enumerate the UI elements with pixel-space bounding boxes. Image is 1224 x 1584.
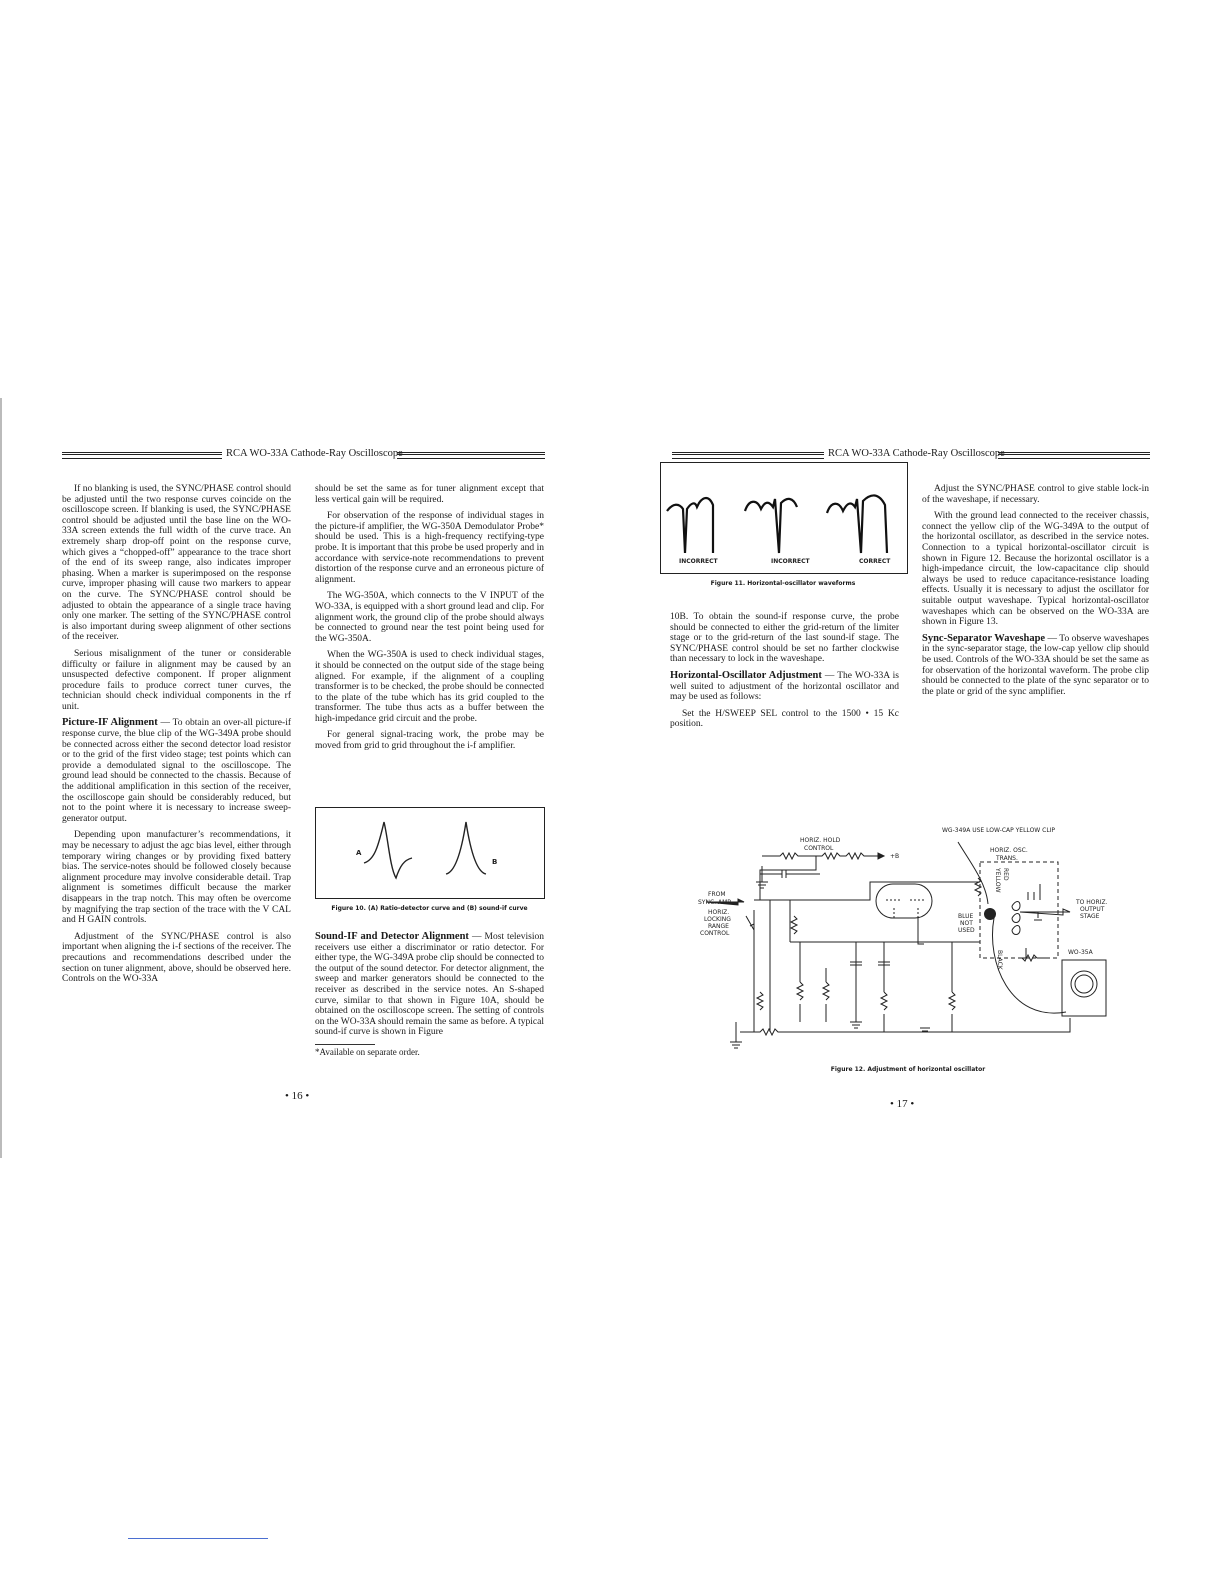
page-16-column-2	[315, 484, 544, 758]
resistor	[823, 982, 829, 1000]
header-rule-left	[672, 452, 824, 459]
page-16-header: RCA WO-33A Cathode-Ray Oscilloscope	[226, 448, 403, 459]
waveform-correct	[827, 495, 887, 553]
page-17-header: RCA WO-33A Cathode-Ray Oscilloscope	[828, 448, 1005, 459]
fig12-hold-label-1: HORIZ. HOLD	[800, 837, 841, 844]
wire	[918, 918, 930, 1031]
fig12-scope-label: WO-35A	[1068, 949, 1093, 956]
wire	[754, 882, 940, 900]
fig12-blue-3: USED	[958, 927, 975, 934]
fig12-from-1: FROM	[708, 891, 726, 898]
paragraph: — To obtain an over-all picture-if response curve, the blue clip of the WG-349A probe should be connected across either the second detector load resistor or to the grid of the first video stage; test points which can provide a demodulated signal to the oscilloscope. The ground lead should be connected to the chassis. Because of the additional amplification in this section of the receiver, the oscilloscope gain should be considerably reduced, but not to the point where it is necessary to increase sweep-generator output.	[62, 718, 291, 824]
output-arrow	[1020, 909, 1070, 920]
label-incorrect-2: INCORRECT	[771, 558, 810, 565]
page-16-column-2-lower	[315, 926, 544, 1058]
section-heading: Picture-IF Alignment	[62, 717, 158, 729]
wo-33a-scope-body	[1062, 960, 1106, 1016]
label-correct: CORRECT	[859, 558, 891, 565]
page-number-16: • 16 •	[285, 1090, 310, 1102]
footnote: *Available on separate order.	[315, 1046, 420, 1057]
page-edge-shadow	[0, 398, 2, 1158]
fig12-b-plus: +B	[890, 853, 900, 860]
figure-10-caption: Figure 10. (A) Ratio-detector curve and (B) sound-if curve	[331, 905, 528, 912]
resistor	[797, 982, 803, 1000]
paragraph: With the ground lead connected to the receiver chassis, connect the yellow clip of the WG-349A to the output of the horizontal oscillator, as described in the service notes. Connection to a typical horizontal-oscillator circuit is shown in Figure 12. Because the horizontal oscillator is a high-impedance circuit, the low-capacitance clip should always be used to reduce capacitance-resistance loading effects. Usually it is necessary to adjust the oscillator for suitable output waveshape. Typical horizontal-oscillator waveshapes which can be observed on the WO-33A are shown in Figure 13.	[922, 511, 1149, 628]
ground-symbol	[730, 1022, 742, 1048]
figure-11-caption: Figure 11. Horizontal-oscillator waveforms	[710, 580, 856, 587]
fig12-osc-trans-1: HORIZ. OSC.	[990, 847, 1028, 854]
paragraph: If no blanking is used, the SYNC/PHASE control should be adjusted until the two response curves coincide on the oscilloscope screen. If blanking is used, the SYNC/PHASE control should be adjusted until the base line on the WO-33A screen extends the full width of the curve trace. An extremely sharp drop-off point on the response curve, which gives a “chopped-off” appearance to the trace short of the end of its sweep range, also indicates improper phasing. When a marker is superimposed on the response curve, improper phasing will cause two markers to appear on the curve. The SYNC/PHASE control should be adjusted to obtain the appearance of a single trace having only one marker. The setting of the SYNC/PHASE control is also important during sweep alignment of other sections of the receiver.	[62, 484, 291, 643]
probe-lead	[958, 842, 988, 904]
fig12-osc-trans-2: TRANS.	[996, 855, 1018, 862]
paragraph: — To observe waveshapes in the sync-separator stage, the low-cap yellow clip should be used. Controls of the WO-33A should be set the same as for observation of the horizontal waveform. The probe clip should be connected to the plate of the sync separator or to the plate or grid of the sync amplifier.	[922, 633, 1149, 697]
fig12-probe-label: WG-349A USE LOW-CAP YELLOW CLIP	[942, 827, 1056, 834]
label-incorrect-1: INCORRECT	[679, 558, 718, 565]
figure-10-waveforms	[316, 808, 544, 898]
figure-11-frame	[660, 462, 908, 574]
figure-12-caption: Figure 12. Adjustment of horizontal oscillator	[830, 1066, 986, 1073]
sound-if-curve	[446, 822, 486, 874]
wire	[754, 900, 790, 1032]
arrow-to-b-plus	[878, 853, 884, 859]
return-line	[740, 1018, 1070, 1035]
fig12-locking-1: HORIZ.	[708, 909, 730, 916]
variable-resistor-arrow	[746, 916, 754, 930]
wire	[800, 942, 884, 1032]
coil-tap	[1028, 884, 1040, 900]
fig12-out-3: STAGE	[1080, 913, 1100, 920]
page-17-column-2	[922, 484, 1149, 703]
fig12-locking-2: LOCKING	[704, 916, 731, 923]
paragraph: 10B. To obtain the sound-if response curve, the probe should be connected to either the grid-return of the limiter stage or to the grid-return of the last sound-if stage. The SYNC/PHASE control should be set no farther clockwise than necessary to lock in the waveshape.	[670, 612, 899, 665]
wire	[760, 856, 816, 882]
tube-elements	[886, 900, 926, 918]
fig12-yellow: YELLOW	[994, 868, 1001, 893]
footnote-rule	[315, 1044, 375, 1045]
ground-symbol	[850, 1022, 862, 1028]
paragraph: For observation of the response of individual stages in the picture-if amplifier, the WG-350A Demodulator Probe* should be used. This is a high-frequency rectifying-type probe. It is important that this probe be used properly and in accordance with service-note recommendations to prevent distortion of the response curve and an erroneous picture of alignment.	[315, 511, 544, 585]
fig12-out-1: TO HORIZ.	[1076, 899, 1108, 906]
scan-artifact-line	[128, 1538, 268, 1539]
resistor	[881, 992, 887, 1010]
paragraph: — Most television receivers use either a discriminator or ratio detector. For either type, the WG-349A probe clip should be connected to the output of the sound detector. For detector alignment, the sweep and marker generators should be connected to the receiver as described in the service notes. An S-shaped curve, similar to that shown in Figure 10A, should be obtained on the oscilloscope screen. The setting of controls on the WO-33A should remain the same as before. A typical sound-if curve is shown in Figure	[315, 932, 544, 1038]
fig12-black: BLACK	[996, 950, 1003, 970]
waveform-incorrect-1	[667, 498, 713, 553]
fig12-red: RED	[1002, 868, 1009, 881]
fig12-hold-label-2: CONTROL	[804, 845, 834, 852]
figure-10-frame	[315, 807, 545, 899]
fig12-from-2: SYNC. AMP.	[698, 899, 732, 906]
resistor	[791, 916, 797, 934]
paragraph: Set the H/SWEEP SEL control to the 1500 • 15 Kc position.	[670, 708, 899, 730]
paragraph: For general signal-tracing work, the probe may be moved from grid to grid throughout the i-f amplifier.	[315, 730, 544, 752]
header-rule-right	[998, 452, 1150, 459]
wire	[940, 878, 981, 896]
paragraph: Serious misalignment of the tuner or considerable difficulty or failure in alignment may be caused by an unsuspected defective component. If proper alignment procedure fails to produce correct tuner curves, the technician should check individual components in the rf unit.	[62, 648, 291, 712]
resistor	[949, 992, 955, 1010]
section-heading: Horizontal-Oscillator Adjustment	[670, 669, 822, 681]
section-heading: Sync-Separator Waveshape	[922, 632, 1046, 644]
figure-10-label-a: A	[356, 849, 362, 857]
figure-10-label-b: B	[492, 858, 498, 866]
figure-12-schematic	[690, 822, 1150, 1062]
coupling-capacitor	[760, 870, 820, 878]
paragraph: The WG-350A, which connects to the V INPUT of the WO-33A, is equipped with a short ground lead and clip. For alignment work, the ground clip of the probe should always be connected to ground near the test point being used for the WG-350A.	[315, 591, 545, 644]
scope-screen-inner	[1075, 975, 1093, 993]
page-17-column-1	[670, 612, 899, 736]
paragraph: Adjust the SYNC/PHASE control to give stable lock-in of the waveshape, if necessary.	[922, 484, 1149, 505]
page-16-column-1	[62, 484, 291, 991]
figure-11-waveforms	[661, 463, 907, 573]
paragraph: When the WG-350A is used to check individual stages, it should be connected on the output side of the stage being aligned. For example, if the alignment of a coupling transformer is to be checked, the probe should be connected to the plate of the tube which has its grid coupled to the transformer. The tube thus acts as a buffer between the high-impedance grid circuit and the probe.	[315, 650, 544, 724]
wire	[1022, 948, 1050, 961]
section-heading: Sound-IF and Detector Alignment	[315, 931, 469, 942]
ground-symbol	[756, 866, 768, 888]
header-rule-right	[397, 452, 545, 459]
paragraph: — The WO-33A is well suited to adjustment of the horizontal oscillator and may be used as follows:	[670, 670, 900, 703]
paragraph: Adjustment of the SYNC/PHASE control is also important when aligning the i-f sections of the receiver. The precautions and recommendations described under the section on tuner alignment, above, should be observed here. Controls on the WO-33A	[62, 931, 291, 985]
probe-clip	[984, 908, 996, 920]
resistor	[757, 992, 763, 1010]
paragraph: should be set the same as for tuner alignment except that less vertical gain will be required.	[315, 484, 544, 505]
fig12-blue-1: BLUE	[958, 913, 974, 920]
ratio-detector-curve	[364, 822, 412, 878]
paragraph: Depending upon manufacturer’s recommendations, it may be necessary to adjust the agc bias level, either through temporary wiring changes or by providing fixed battery bias. The service-notes should be followed closely because alignment procedure may involve considerable detail. Trap alignment is sometimes difficult because the marker disappears in the trap notch. This may often be overcome by magnifying the trap section of the trace with the V CAL and H GAIN controls.	[62, 830, 291, 926]
fig12-locking-3: RANGE	[708, 923, 729, 930]
page-number-17: • 17 •	[890, 1098, 915, 1110]
fig12-out-2: OUTPUT	[1080, 906, 1105, 913]
fig12-locking-4: CONTROL	[700, 930, 730, 937]
hold-control-resistor-chain	[762, 853, 884, 859]
header-rule-left	[62, 452, 222, 459]
vacuum-tube	[876, 884, 932, 918]
transformer-coil	[1012, 902, 1020, 935]
fig12-blue-2: NOT	[960, 920, 973, 927]
waveform-incorrect-2	[745, 499, 797, 553]
